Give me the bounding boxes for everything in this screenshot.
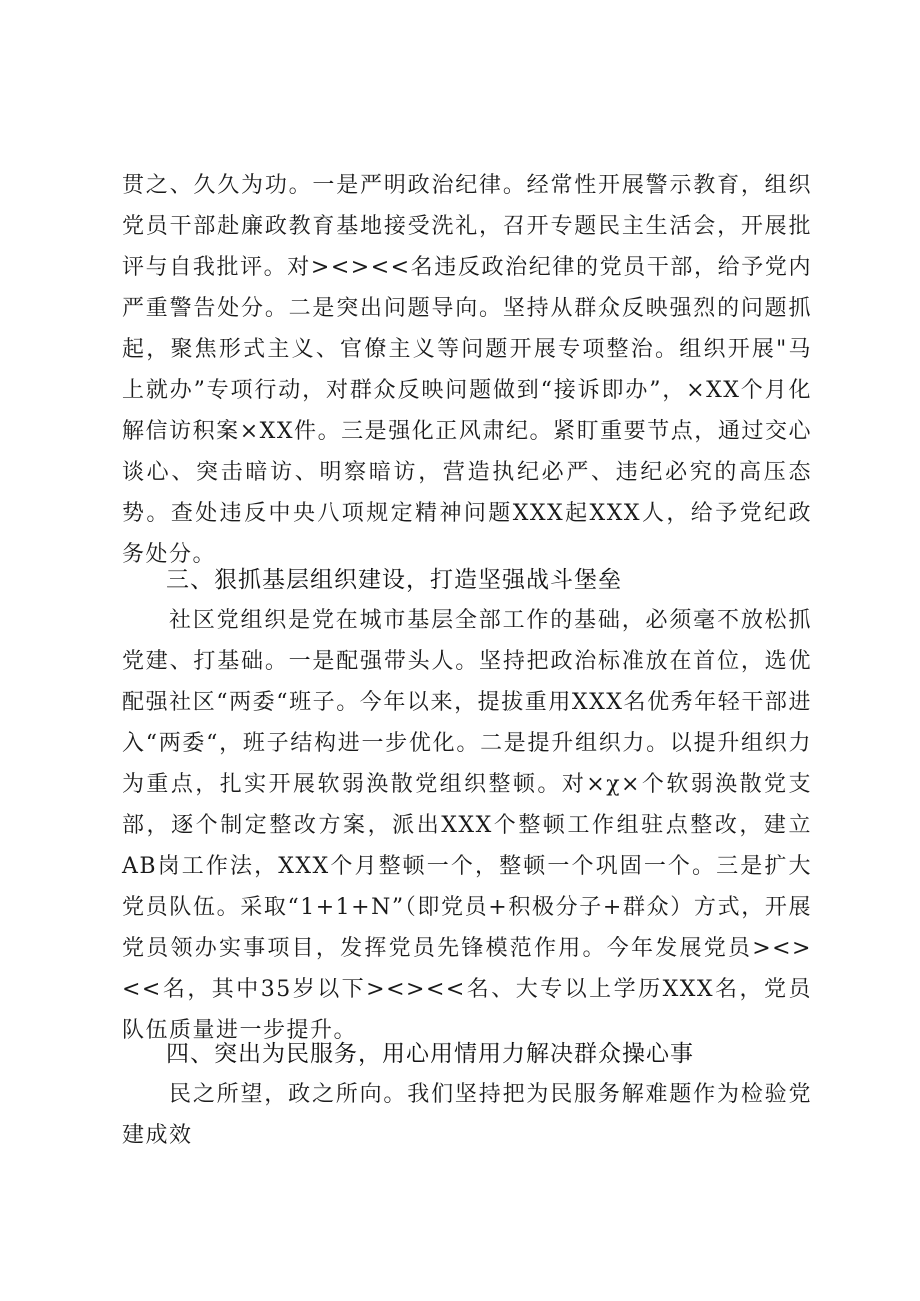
paragraph-organization: 社区党组织是党在城市基层全部工作的基础，必须毫不放松抓党建、打基础。一是配强带头人。坚持把政治标准放在首位，选优配强社区“两委“班子。今年以来，提拔重用XXX名优秀年轻干部进入“两委“，班子结构进一步优化。二是提升组织力。以提升组织力为重点，扎实开展软弱涣散党组织整顿。对×χ×个软弱涣散党支部，逐个制定整改方案，派出XXX个整顿工作组驻点整改，建立AB岗工作法，XXX个月整顿一个，整顿一个巩固一个。三是扩大党员队伍。采取“1+1+N”（即党员+积极分子+群众）方式，开展党员领办实事项目，发挥党员先锋模范作用。今年发展党员><><<名，其中35岁以下><><<名、大专以上学历XXX名，党员队伍质量进一步提升。 bbox=[122, 608, 812, 1043]
paragraph-discipline: 贯之、久久为功。一是严明政治纪律。经常性开展警示教育，组织党员干部赴廉政教育基地接受洗礼，召开专题民主生活会，开展批评与自我批评。对><><<名违反政治纪律的党员干部，给予党内严重警告处分。二是突出问题导向。坚持从群众反映强烈的问题抓起，聚焦形式主义、官僚主义等问题开展专项整治。组织开展"马上就办”专项行动，对群众反映问题做到“接诉即办”，×XX个月化解信访积案×XX件。三是强化正风肃纪。紧盯重要节点，通过交心谈心、突击暗访、明察暗访，营造执纪必严、违纪必究的高压态势。查处违反中央八项规定精神问题XXX起XXX人，给予党纪政务处分。 bbox=[122, 173, 812, 567]
section-heading-4: 四、突出为民服务，用心用情用力解决群众操心事 bbox=[166, 1041, 694, 1067]
paragraph-service: 民之所望，政之所向。我们坚持把为民服务解难题作为检验党建成效 bbox=[122, 1082, 812, 1148]
section-heading-3: 三、狠抓基层组织建设，打造坚强战斗堡垒 bbox=[166, 567, 622, 593]
